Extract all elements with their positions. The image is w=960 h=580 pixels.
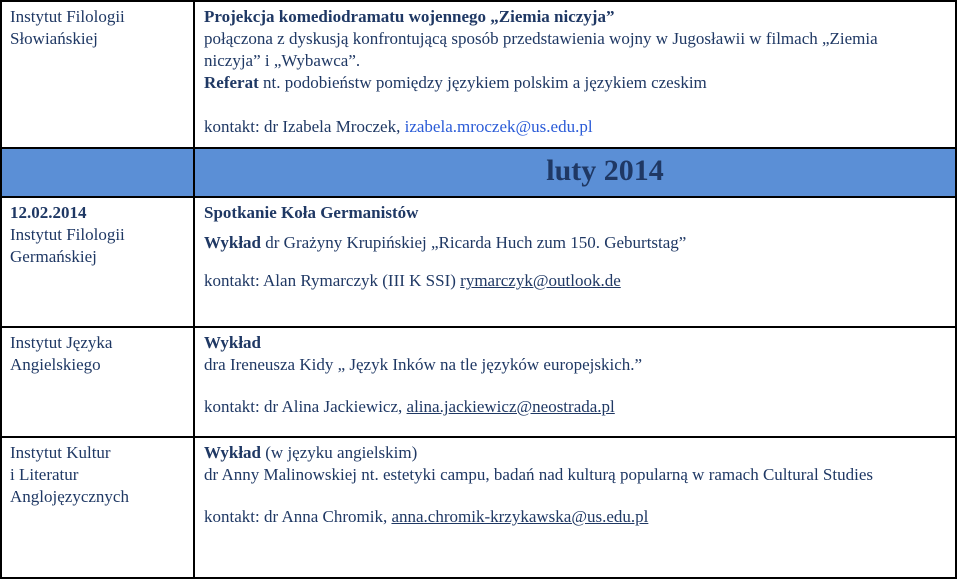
event-title: Projekcja komediodramatu wojennego „Ziemia niczyja” xyxy=(204,7,615,26)
organizer-cell xyxy=(1,437,194,578)
contact-label: kontakt: dr Alina Jackiewicz, xyxy=(204,397,407,416)
lecture-topic: dr Grażyny Krupińskiej „Ricarda Huch zum 150. Geburtstag” xyxy=(261,233,687,252)
organizer-line: Anglojęzycznych xyxy=(10,487,129,506)
organizer-line: Instytut Filologii xyxy=(10,7,125,26)
organizer-line: Instytut Języka xyxy=(10,333,113,352)
organizer-line: Słowiańskiej xyxy=(10,29,98,48)
event-description: połączona z dyskusją konfrontującą sposób przedstawienia wojny w Jugosławii w filmach „Ziemia xyxy=(204,29,878,48)
table-row xyxy=(1,1,956,148)
month-heading: luty 2014 xyxy=(546,154,664,187)
event-cell xyxy=(194,327,956,437)
table-row xyxy=(1,197,956,327)
lecture-label: Wykład xyxy=(204,333,262,352)
lecture-topic: dr Anny Malinowskiej nt. estetyki campu, badań nad kulturą popularną w ramach Cultural Studies xyxy=(204,465,873,484)
table-row xyxy=(1,437,956,578)
event-cell xyxy=(194,197,956,327)
lecture-label: Wykład xyxy=(204,443,262,462)
lecture-topic: dra Ireneusza Kidy „ Język Inków na tle języków europejskich.” xyxy=(204,355,643,374)
month-row xyxy=(1,148,956,197)
table-row xyxy=(1,327,956,437)
organizer-cell xyxy=(1,327,194,437)
lecture-label: Wykład xyxy=(204,233,262,252)
organizer-line: Instytut Kultur xyxy=(10,443,111,462)
lecture-language: (w języku angielskim) xyxy=(261,443,418,462)
month-left-cell xyxy=(1,148,194,197)
organizer-line: Instytut Filologii xyxy=(10,225,125,244)
referat-topic: nt. podobieństw pomiędzy językiem polskim a językiem czeskim xyxy=(258,73,707,92)
organizer-line: Angielskiego xyxy=(10,355,101,374)
contact-email-link[interactable]: rymarczyk@outlook.de xyxy=(460,271,621,290)
event-cell xyxy=(194,437,956,578)
referat-label: Referat xyxy=(204,73,259,92)
contact-label: kontakt: Alan Rymarczyk (III K SSI) xyxy=(204,271,461,290)
organizer-line: i Literatur xyxy=(10,465,79,484)
organizer-cell xyxy=(1,1,194,148)
event-date: 12.02.2014 xyxy=(10,203,87,222)
event-title: Spotkanie Koła Germanistów xyxy=(204,203,419,222)
month-cell xyxy=(194,148,956,197)
contact-email-link[interactable]: izabela.mroczek@us.edu.pl xyxy=(404,117,593,136)
contact-email-link[interactable]: alina.jackiewicz@neostrada.pl xyxy=(406,397,615,416)
contact-email-link[interactable]: anna.chromik-krzykawska@us.edu.pl xyxy=(391,507,649,526)
event-description: niczyja” i „Wybawca”. xyxy=(204,51,361,70)
organizer-line: Germańskiej xyxy=(10,247,97,266)
contact-label: kontakt: dr Izabela Mroczek, xyxy=(204,117,405,136)
event-cell xyxy=(194,1,956,148)
organizer-cell xyxy=(1,197,194,327)
contact-label: kontakt: dr Anna Chromik, xyxy=(204,507,392,526)
